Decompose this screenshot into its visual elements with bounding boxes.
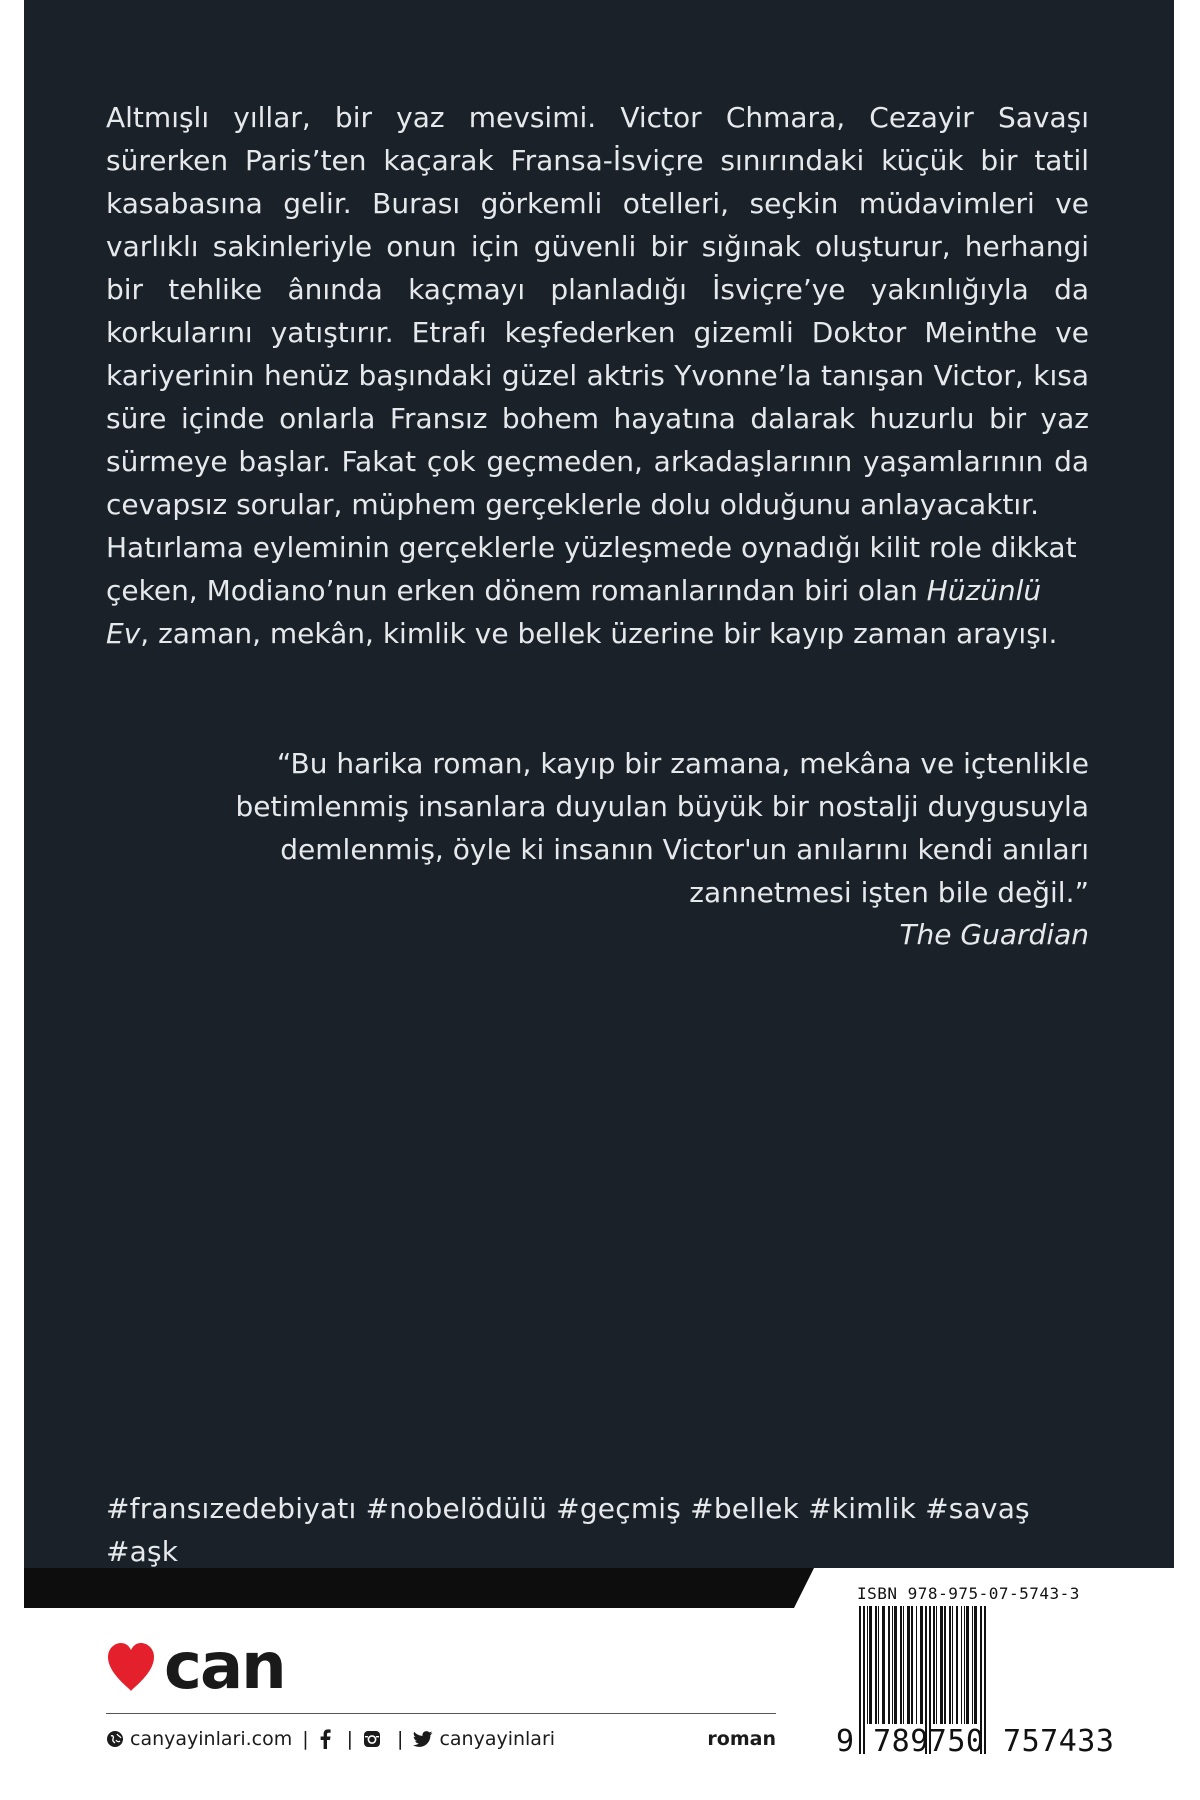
logo-wordmark: can <box>164 1630 285 1704</box>
website-link[interactable]: canyayinlari.com <box>130 1728 293 1750</box>
separator: | <box>302 1728 309 1750</box>
barcode-bar <box>972 1606 973 1724</box>
barcode-bar <box>869 1606 872 1724</box>
barcode-bar <box>911 1606 913 1724</box>
footer-divider <box>106 1713 776 1714</box>
barcode-bar <box>920 1606 923 1724</box>
facebook-icon[interactable] <box>319 1729 331 1749</box>
quote-source: The Guardian <box>899 918 1089 951</box>
barcode-bar <box>952 1606 953 1724</box>
barcode-bar <box>966 1606 969 1724</box>
blurb-text-after-title: , zaman, mekân, kimlik ve bellek üzerine bir kayıp zaman arayışı. <box>140 617 1058 650</box>
barcode-bar <box>900 1606 902 1724</box>
barcode-bar <box>892 1606 893 1724</box>
social-handle[interactable]: canyayinlari <box>439 1728 556 1750</box>
barcode-bar <box>903 1606 904 1724</box>
barcode-bar <box>933 1606 935 1724</box>
barcode-bar <box>916 1606 917 1724</box>
separator: | <box>397 1728 404 1750</box>
barcode-bar <box>944 1606 946 1724</box>
blurb-paragraph-2 <box>106 526 1089 655</box>
separator: | <box>346 1728 354 1750</box>
barcode-bar <box>875 1606 877 1724</box>
barcode-bar <box>907 1606 910 1724</box>
barcode-bar <box>894 1606 897 1724</box>
barcode-bar <box>961 1606 962 1724</box>
review-quote: “Bu harika roman, kayıp bir zamana, mekâna ve içtenlikle betimlenmiş insanlara duyulan büyük bir nostalji duygusuyla demlenmiş, öyle ki insanın Victor'un anılarını kendi anıları zannetmesi işten bile değil.” <box>235 747 1089 909</box>
instagram-icon[interactable] <box>363 1730 381 1748</box>
barcode-bar <box>956 1606 958 1724</box>
barcode-digits: 9 789750 757433 <box>836 1724 1115 1759</box>
barcode-bar <box>949 1606 951 1724</box>
genre-label: roman <box>707 1728 776 1750</box>
barcode-bar <box>974 1606 977 1724</box>
publisher-logo <box>106 1632 285 1702</box>
barcode-bar <box>878 1606 879 1724</box>
book-title: Hüzünlü Ev <box>106 574 1042 650</box>
blurb-text-before-title: Hatırlama eyleminin gerçeklerle yüzleşmede oynadığı kilit role dikkat çeken, Modiano’nun erken dönem romanlarından biri olan <box>106 531 1077 607</box>
hashtags: #fransızedebiyatı #nobelödülü #geçmiş #bellek #kimlik #savaş #aşk <box>106 1492 1030 1568</box>
isbn-label: ISBN 978-975-07-5743-3 <box>857 1584 1080 1603</box>
heart-icon <box>106 1641 156 1693</box>
barcode-bar <box>867 1606 868 1724</box>
globe-icon <box>106 1730 124 1748</box>
publisher-footer <box>106 1724 776 1754</box>
twitter-icon[interactable] <box>413 1731 433 1747</box>
blurb-paragraph: Altmışlı yıllar, bir yaz mevsimi. Victor Chmara, Cezayir Savaşı sürerken Paris’ten kaçarak Fransa-İsviçre sınırındaki küçük bir tatil kasabasına gelir. Burası görkemli otelleri, seçkin müdavimleri ve varlıklı sakinleriyle onun için güvenli bir sığınak oluşturur, herhangi bir tehlike ânında kaçmayı planladığı İsviçre’ye yakınlığıyla da korkularını yatıştırır. Etrafı keşfederken gizemli Doktor Meinthe ve kariyerinin henüz başındaki güzel aktris Yvonne’la tanışan Victor, kısa süre içinde onlarla Fransız bohem hayatına dalarak huzurlu bir yaz sürmeye başlar. Fakat çok geçmeden, arkadaşlarının yaşamlarının da cevapsız sorular, müphem gerçeklerle dolu olduğunu anlayacaktır. <box>106 101 1089 521</box>
barcode-bar <box>936 1606 937 1724</box>
barcode-bar <box>964 1606 965 1724</box>
barcode-bar <box>882 1606 885 1724</box>
barcode-bar <box>940 1606 943 1724</box>
barcode-bar <box>888 1606 890 1724</box>
